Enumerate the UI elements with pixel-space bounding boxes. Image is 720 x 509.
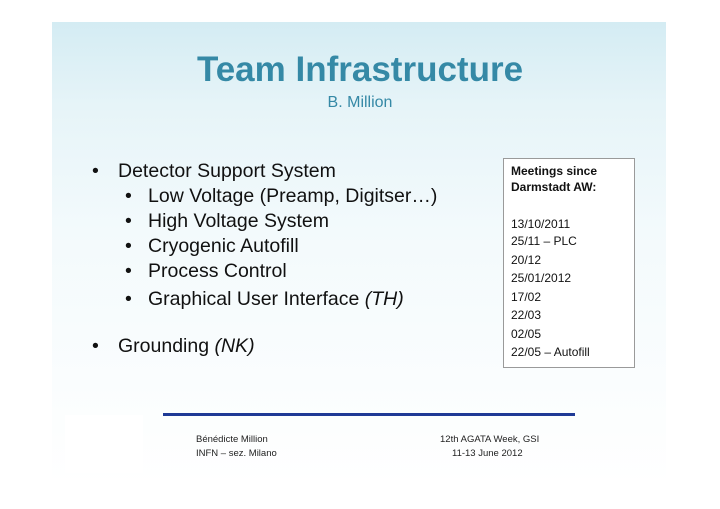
bullet-dot: • [125, 185, 132, 207]
bullet-dot: • [125, 210, 132, 232]
slide-subtitle: B. Million [327, 94, 393, 111]
bullet-text-initials: (NK) [214, 335, 255, 357]
bullet-text-initials: (TH) [364, 288, 404, 310]
bullet-dot: • [125, 235, 132, 257]
meeting-date: 17/02 [511, 290, 542, 304]
footer-author: Bénédicte Million [196, 434, 268, 445]
meeting-date: 13/10/2011 [511, 217, 571, 231]
footer-institute: INFN – sez. Milano [196, 448, 277, 459]
bullet-text [148, 288, 404, 311]
logo-placeholder [65, 415, 143, 473]
bullet-text: Cryogenic Autofill [148, 235, 299, 257]
bullet-dot: • [92, 160, 99, 182]
meetings-header [511, 163, 597, 195]
footer-event: 12th AGATA Week, GSI [440, 434, 540, 445]
meetings-header-line: Meetings since [511, 164, 598, 178]
bullet-text: High Voltage System [148, 210, 330, 232]
meeting-date: 20/12 [511, 253, 542, 267]
meetings-header-line: Darmstadt AW: [511, 180, 597, 194]
meeting-date: 22/05 – Autofill [511, 345, 590, 359]
footer-dates: 11-13 June 2012 [452, 448, 523, 459]
bullet-text: Process Control [148, 260, 287, 282]
bullet-text: Low Voltage (Preamp, Digitser…) [148, 185, 438, 207]
meetings-box [503, 158, 635, 368]
meeting-date: 02/05 [511, 327, 542, 341]
bullet-text-main: Graphical User Interface [148, 288, 365, 310]
bullet-dot: • [125, 288, 132, 310]
meeting-date: 22/03 [511, 308, 542, 322]
meeting-date: 25/11 – PLC [511, 234, 577, 248]
footer-divider [163, 413, 575, 416]
bullet-text [118, 335, 255, 358]
bullet-dot: • [125, 260, 132, 282]
bullet-text: Detector Support System [118, 160, 336, 182]
meeting-date: 25/01/2012 [511, 271, 572, 285]
slide-title: Team Infrastructure [196, 50, 524, 89]
bullet-dot: • [92, 335, 99, 357]
bullet-text-main: Grounding [118, 335, 215, 357]
